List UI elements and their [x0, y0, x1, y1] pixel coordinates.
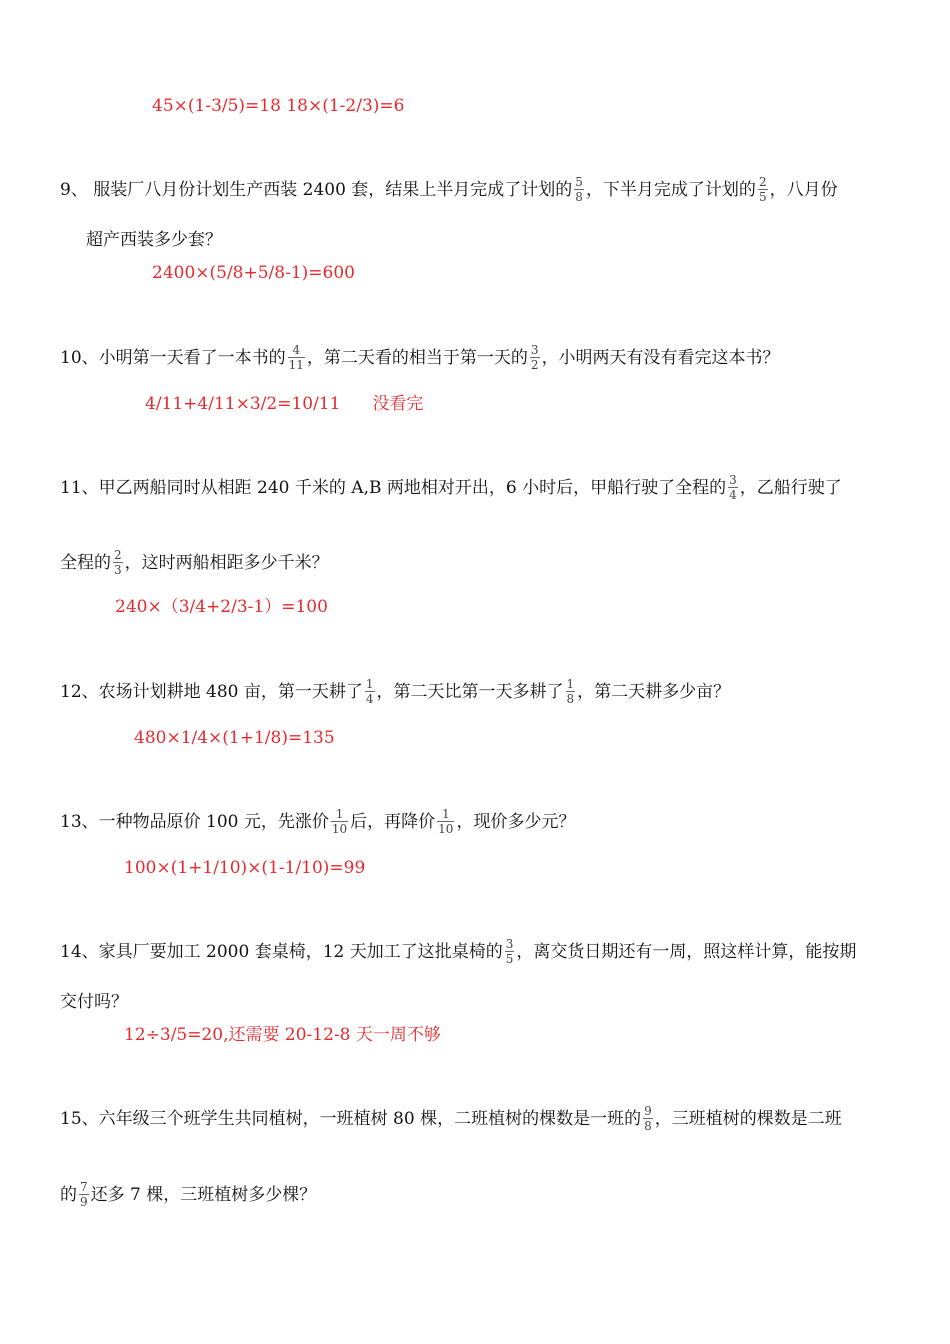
- question-13-text: ，现价多少元？: [456, 812, 576, 832]
- question-13-text: 后，再降价: [350, 812, 436, 832]
- fraction: $\frac{2}{3}$: [114, 548, 122, 577]
- fraction: $\frac{3}{5}$: [505, 937, 514, 966]
- question-11-text: 全程的: [60, 553, 111, 573]
- question-9-text: ，八月份: [769, 180, 838, 200]
- question-10-text: ，小明两天有没有看完这本书？: [541, 348, 780, 368]
- question-13-text: 13、一种物品原价 100 元，先涨价: [60, 812, 329, 832]
- question-12-text: ，第二天比第一天多耕了: [376, 682, 564, 702]
- question-11-line-1: [60, 474, 842, 503]
- question-15-text: 15、六年级三个班学生共同植树，一班植树 80 棵，二班植树的棵数是一班的: [60, 1109, 642, 1129]
- question-12-text: 12、农场计划耕地 480 亩，第一天耕了: [60, 682, 363, 702]
- answer-8: 45×(1-3/5)=18 18×(1-2/3)=6: [152, 96, 405, 116]
- question-9-text: 9、 服装厂八月份计划生产西装 2400 套，结果上半月完成了计划的: [60, 180, 573, 200]
- question-9-line-1: [60, 176, 838, 205]
- question-12-line-1: [60, 678, 730, 707]
- fraction: $\frac{1}{8}$: [566, 677, 575, 706]
- fraction: $\frac{3}{4}$: [729, 473, 737, 502]
- answer-10: [145, 394, 423, 414]
- question-14-line-2: 交付吗？: [60, 992, 128, 1012]
- question-15-text: 的: [60, 1185, 77, 1205]
- question-10-text: 10、小明第一天看了一本书的: [60, 348, 286, 368]
- answer-11: 240×（3/4+2/3-1）=100: [115, 597, 328, 617]
- question-14-text: ，离交货日期还有一周，照这样计算，能按期: [516, 942, 857, 962]
- question-14-line-1: [60, 938, 856, 967]
- question-14-text: 14、家具厂要加工 2000 套桌椅，12 天加工了这批桌椅的: [60, 942, 503, 962]
- question-15-text: 还多 7 棵，三班植树多少棵？: [90, 1185, 317, 1205]
- question-15-line-1: [60, 1105, 842, 1134]
- answer-13: 100×(1+1/10)×(1-1/10)=99: [124, 858, 366, 878]
- fraction: $\frac{7}{9}$: [80, 1180, 88, 1209]
- question-9-text: ，下半月完成了计划的: [585, 180, 756, 200]
- question-10-text: ，第二天看的相当于第一天的: [306, 348, 528, 368]
- question-9-line-2: 超产西装多少套？: [86, 230, 222, 250]
- fraction: $\frac{5}{8}$: [575, 175, 583, 204]
- answer-10-equation: 4/11+4/11×3/2=10/11: [145, 394, 341, 414]
- answer-9: 2400×(5/8+5/8-1)=600: [152, 263, 355, 283]
- question-15-line-2: [60, 1181, 316, 1210]
- fraction: $\frac{1}{10}$: [331, 807, 348, 836]
- fraction: $\frac{4}{11}$: [288, 343, 304, 372]
- answer-10-conclusion: 没看完: [372, 394, 424, 414]
- fraction: $\frac{1}{4}$: [365, 677, 374, 706]
- question-13-line-1: [60, 808, 575, 837]
- fraction: $\frac{1}{10}$: [438, 807, 454, 836]
- question-11-text: 11、甲乙两船同时从相距 240 千米的 A,B 两地相对开出，6 小时后，甲船行驶了全程的: [60, 478, 727, 498]
- question-15-text: ，三班植树的棵数是二班: [654, 1109, 842, 1129]
- question-10-line-1: [60, 344, 780, 373]
- question-12-text: ，第二天耕多少亩？: [577, 682, 731, 702]
- answer-14: 12÷3/5=20,还需要 20-12-8 天一周不够: [124, 1025, 441, 1045]
- fraction: $\frac{2}{5}$: [758, 175, 767, 204]
- question-11-text: ，这时两船相距多少千米？: [124, 553, 329, 573]
- question-11-line-2: [60, 549, 329, 578]
- fraction: $\frac{3}{2}$: [530, 343, 539, 372]
- question-11-text: ，乙船行驶了: [739, 478, 842, 498]
- answer-12: 480×1/4×(1+1/8)=135: [134, 728, 335, 748]
- fraction: $\frac{9}{8}$: [644, 1104, 652, 1133]
